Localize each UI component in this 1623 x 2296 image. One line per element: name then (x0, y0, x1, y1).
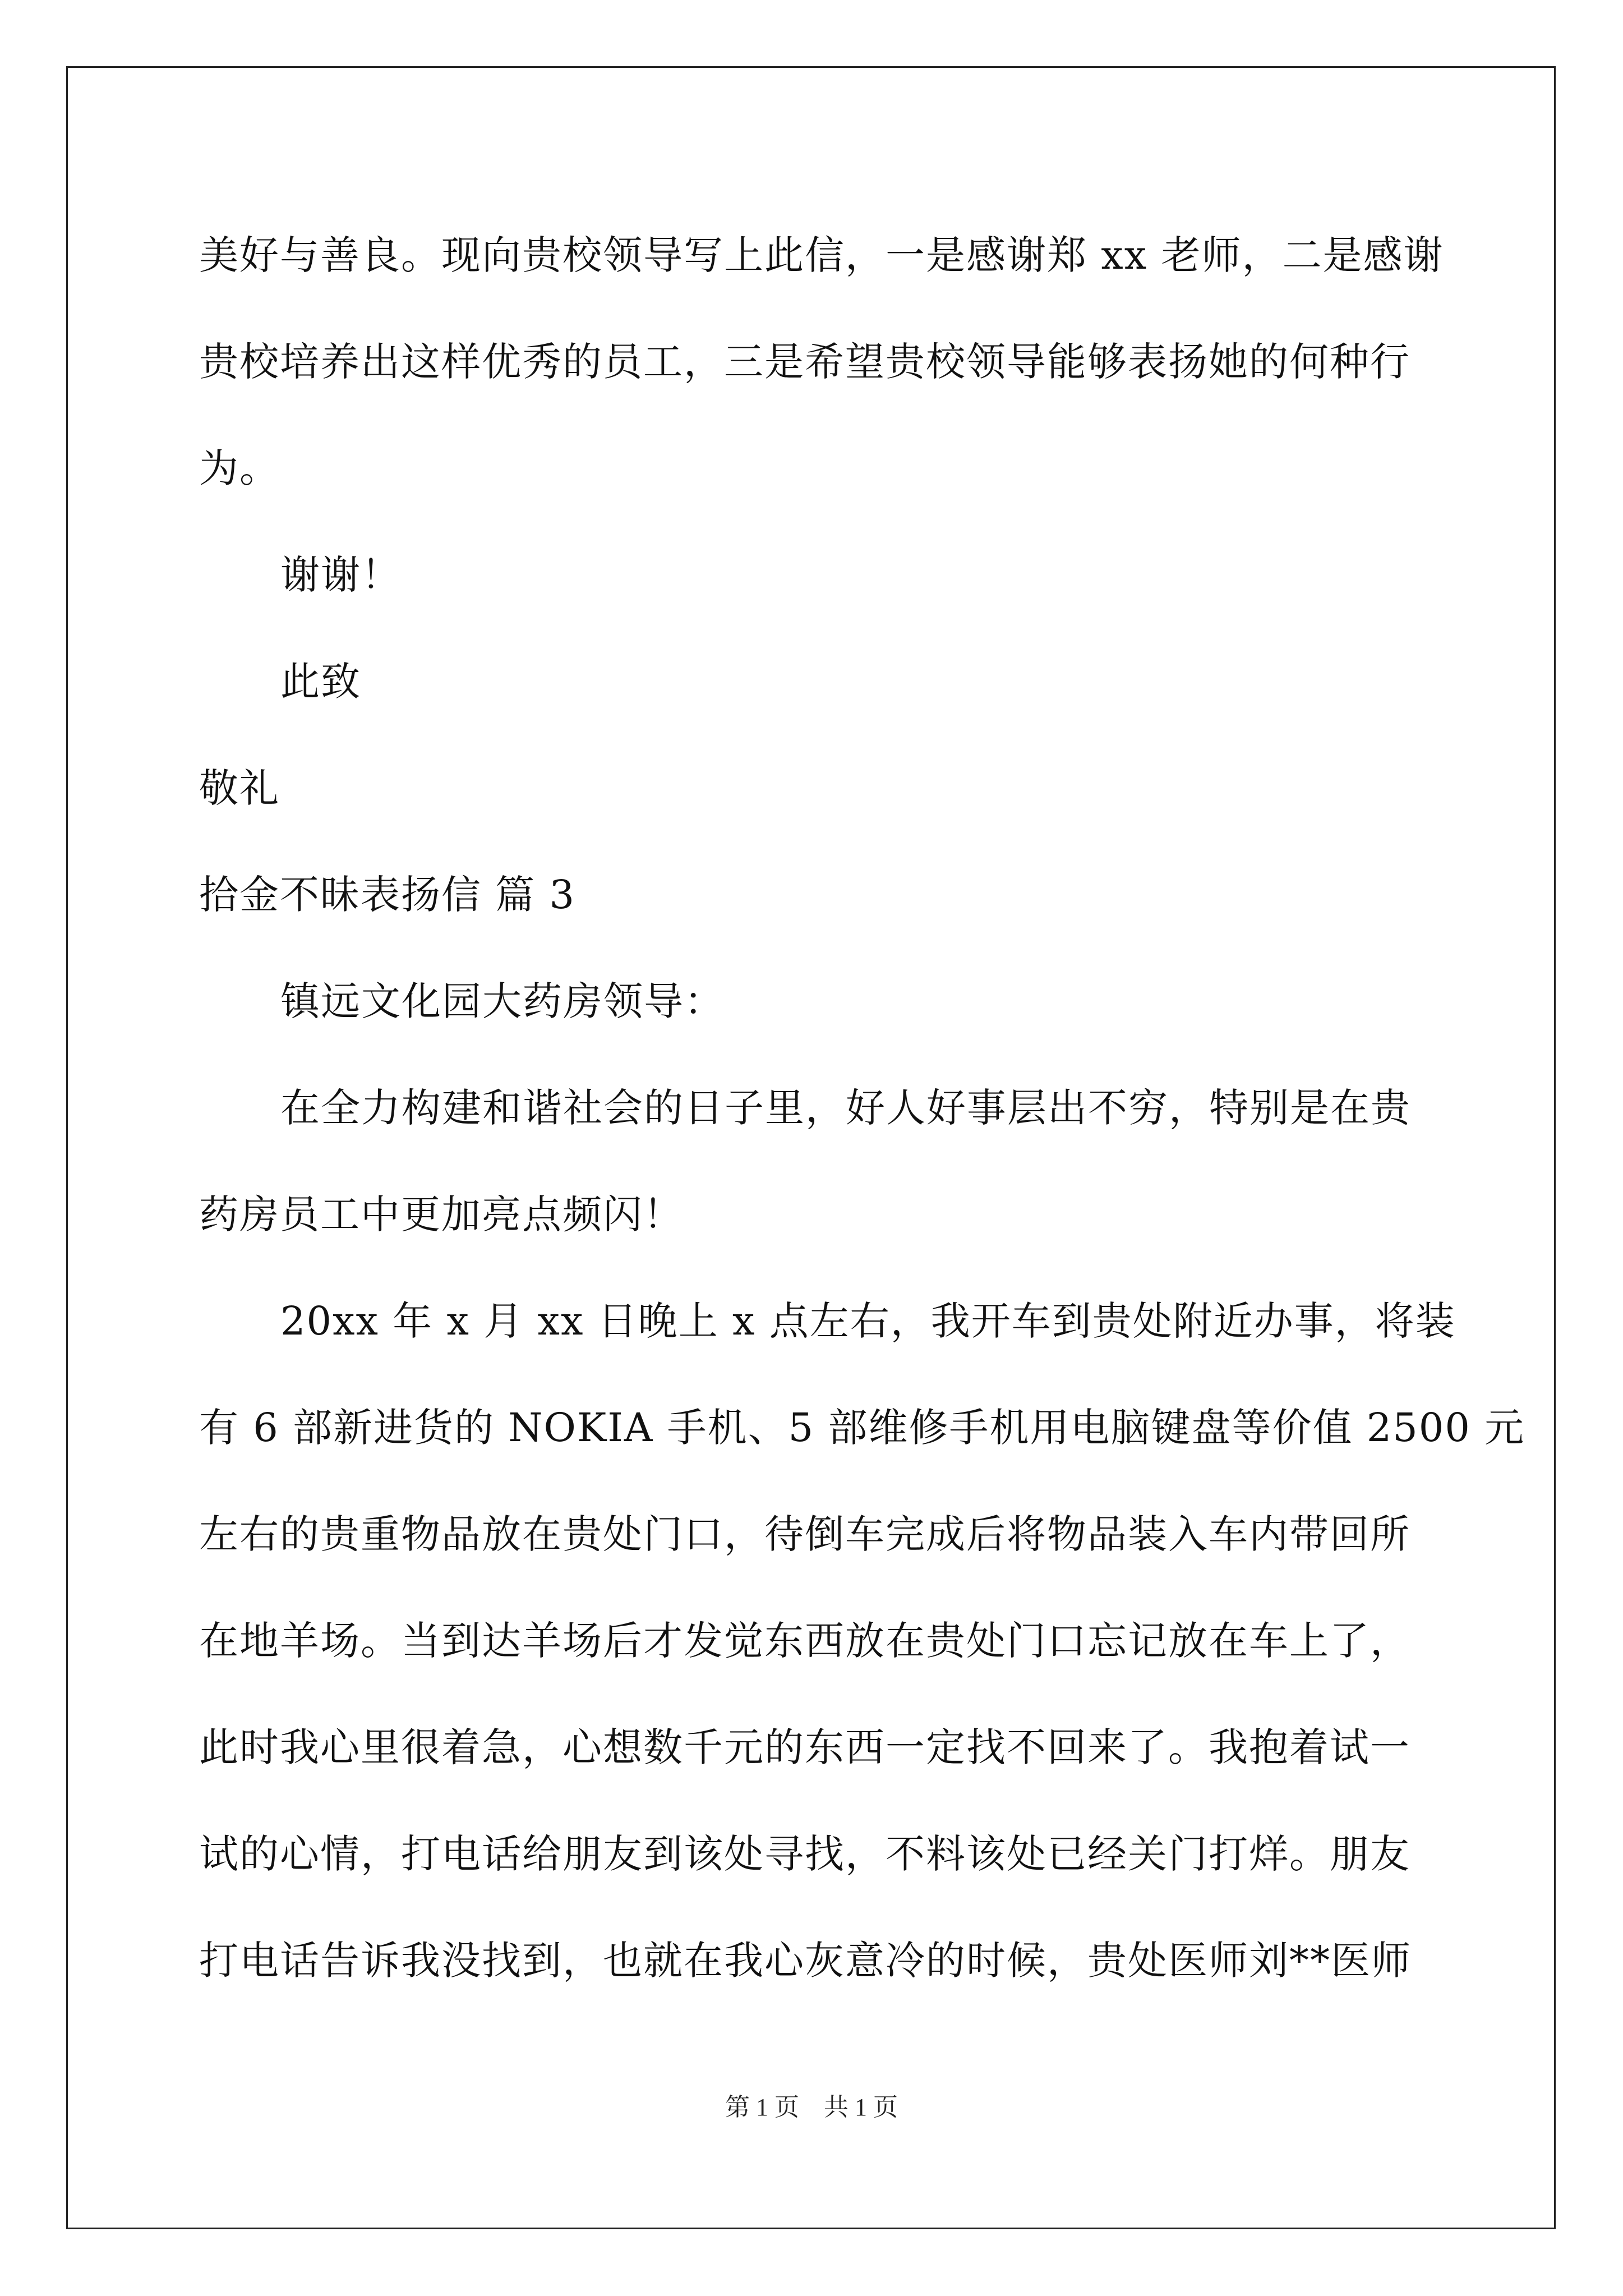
text-line: 贵校培养出这样优秀的员工，三是希望贵校领导能够表扬她的何种行 (199, 339, 1410, 385)
text-line: 美好与善良。现向贵校领导写上此信，一是感谢郑 xx 老师，二是感谢 (199, 232, 1444, 278)
text-line: 此时我心里很着急，心想数千元的东西一定找不回来了。我抱着试一 (199, 1724, 1410, 1770)
section-heading: 拾金不昧表扬信 篇 3 (199, 872, 576, 918)
page-footer: 第 1 页 共 1 页 (725, 2093, 898, 2121)
text-line: 在地羊场。当到达羊场后才发觉东西放在贵处门口忘记放在车上了， (199, 1618, 1410, 1664)
text-line: 试的心情，打电话给朋友到该处寻找，不料该处已经关门打烊。朋友 (199, 1831, 1410, 1877)
text-line: 为。 (199, 445, 280, 491)
text-line: 20xx 年 x 月 xx 日晚上 x 点左右，我开车到贵处附近办事，将装 (280, 1298, 1456, 1344)
text-line: 左右的贵重物品放在贵处门口，待倒车完成后将物品装入车内带回所 (199, 1511, 1410, 1557)
text-line: 在全力构建和谐社会的日子里，好人好事层出不穷，特别是在贵 (280, 1085, 1411, 1131)
text-line: 敬礼 (199, 765, 280, 811)
text-line: 打电话告诉我没找到，也就在我心灰意冷的时候，贵处医师刘**医师 (199, 1938, 1412, 1984)
text-line: 有 6 部新进货的 NOKIA 手机、5 部维修手机用电脑键盘等价值 2500 元 (199, 1405, 1525, 1451)
text-line: 谢谢！ (280, 552, 402, 598)
text-line: 药房员工中更加亮点频闪！ (199, 1191, 684, 1237)
salutation: 镇远文化园大药房领导： (280, 978, 725, 1024)
text-line: 此致 (280, 659, 361, 705)
document-body (199, 202, 1525, 2014)
